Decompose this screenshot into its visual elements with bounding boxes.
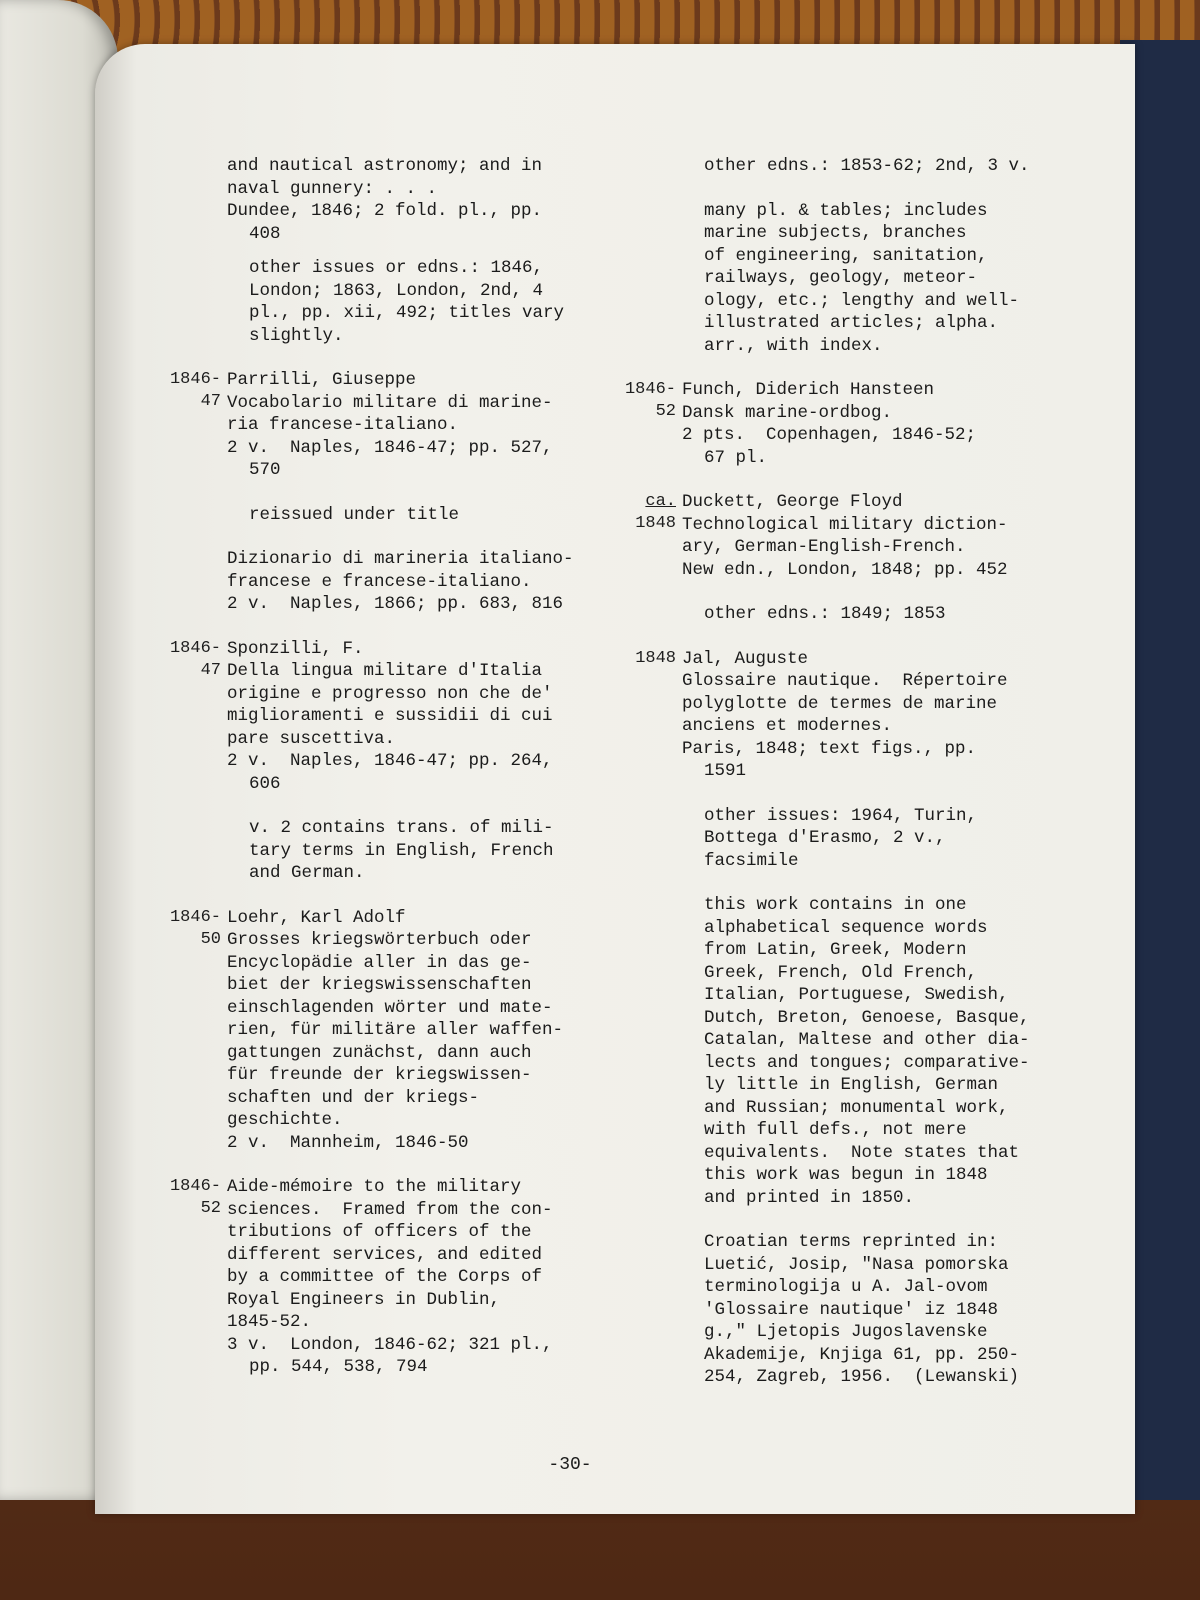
entry-year (620, 491, 676, 535)
text-line: Grosses kriegswörterbuch oder (227, 930, 532, 950)
text-line: pare suscettiva. (227, 728, 396, 749)
text-line: other issues or edns.: 1846, (249, 258, 544, 278)
page-number: -30- (548, 1455, 592, 1475)
text-line: Luetić, Josip, "Nasa pomorska (704, 1254, 1009, 1275)
text-line: ary, German-English-French. (682, 537, 966, 557)
text-line: 67 pl. (704, 447, 768, 468)
text-line: this work was begun in 1848 (704, 1165, 988, 1185)
text-line: other edns.: 1853-62; 2nd, 3 v. (704, 156, 1030, 176)
text-line: Dansk marine-ordbog. (682, 402, 893, 423)
text-line: terminologija u A. Jal-ovom (704, 1277, 988, 1297)
text-line: ly little in English, German (704, 1075, 999, 1095)
entry-sponzilli (165, 638, 605, 885)
entry-year-number: 1848 (635, 514, 676, 533)
text-line: Encyclopädie aller in das ge- (227, 952, 532, 973)
text-line: other issues: 1964, Turin, (704, 805, 978, 826)
text-line: 408 (249, 223, 281, 244)
text-line: from Latin, Greek, Modern (704, 940, 967, 960)
text-line: 2 v. Naples, 1846-47; pp. 264, (227, 751, 553, 771)
text-line: Glossaire nautique. Répertoire (682, 671, 1008, 691)
text-line: tributions of officers of the (227, 1222, 532, 1242)
text-line: by a committee of the Corps of (227, 1267, 543, 1287)
text-line: different services, and edited (227, 1244, 543, 1265)
entry-funch (620, 379, 1090, 469)
text-line: of engineering, sanitation, (704, 245, 988, 266)
text-line: 2 pts. Copenhagen, 1846-52; (682, 425, 977, 445)
text-line: naval gunnery: . . . (227, 178, 438, 199)
entry-aide-memoire (165, 1176, 605, 1379)
entry-year: 1846- 52 (169, 1177, 221, 1218)
text-line: and printed in 1850. (704, 1187, 915, 1208)
text-line: polyglotte de termes de marine (682, 693, 998, 714)
text-line: this work contains in one (704, 895, 967, 915)
text-line: Bottega d'Erasmo, 2 v., (704, 828, 946, 848)
text-line: geschichte. (227, 1110, 343, 1130)
entry-parrilli (165, 369, 605, 616)
entry-year: 1846- 47 (169, 370, 221, 411)
text-line: schaften und der kriegs- (227, 1087, 480, 1108)
text-line: origine e progresso non che de' (227, 683, 553, 704)
text-line: für freunde der kriegswissen- (227, 1065, 532, 1085)
text-line: Technological military diction- (682, 514, 1008, 535)
entry-year: 1846- 50 (169, 907, 221, 949)
text-line: ology, etc.; lengthy and well- (704, 290, 1020, 311)
text-line: Catalan, Maltese and other dia- (704, 1030, 1030, 1050)
text-line: Croatian terms reprinted in: (704, 1232, 999, 1252)
text-line: 1845-52. (227, 1312, 312, 1332)
text-line: Dizionario di marineria italiano- (227, 549, 574, 569)
text-line: 'Glossaire nautique' iz 1848 (704, 1299, 999, 1320)
text-line: Dundee, 1846; 2 fold. pl., pp. (227, 201, 543, 221)
text-line: francese e francese-italiano. (227, 571, 532, 592)
text-line: railways, geology, meteor- (704, 268, 978, 288)
text-line: illustrated articles; alpha. (704, 313, 999, 333)
text-line: Akademije, Knjiga 61, pp. 250- (704, 1344, 1020, 1365)
entry-year: 1846- 47 (169, 638, 221, 680)
text-line: Della lingua militare d'Italia (227, 661, 543, 681)
text-line: g.," Ljetopis Jugoslavenske (704, 1322, 988, 1342)
text-line: with full defs., not mere (704, 1120, 967, 1140)
text-line: 3 v. London, 1846-62; 321 pl., (227, 1334, 553, 1355)
text-line: biet der kriegswissenschaften (227, 975, 532, 995)
entry-duckett (620, 491, 1090, 626)
text-line: Paris, 1848; text figs., pp. (682, 738, 977, 759)
text-line: Dutch, Breton, Genoese, Basque, (704, 1007, 1030, 1028)
text-line: 2 v. Naples, 1866; pp. 683, 816 (227, 594, 564, 614)
text-line: Greek, French, Old French, (704, 962, 978, 983)
text-line: 254, Zagreb, 1956. (Lewanski) (704, 1367, 1020, 1387)
text-line: Sponzilli, F. (227, 638, 364, 659)
text-line: New edn., London, 1848; pp. 452 (682, 559, 1008, 580)
text-line: marine subjects, branches (704, 223, 967, 243)
text-line: Funch, Diderich Hansteen (682, 380, 935, 400)
text-line: rien, für militäre aller waffen- (227, 1020, 564, 1040)
entry-year: 1848 (635, 648, 676, 668)
text-line: 2 v. Naples, 1846-47; pp. 527, (227, 437, 553, 458)
text-line: Vocabolario militare di marine- (227, 392, 553, 413)
entry-year-circa: ca. (645, 492, 676, 511)
text-line: 570 (249, 460, 281, 480)
text-line: and German. (249, 863, 365, 883)
text-line: many pl. & tables; includes (704, 200, 988, 221)
entry-continued (165, 155, 605, 347)
entry-continued-right (620, 155, 1090, 357)
right-column (620, 155, 1090, 1389)
text-line: miglioramenti e sussidii di cui (227, 706, 553, 726)
text-line: London; 1863, London, 2nd, 4 (249, 280, 544, 301)
text-line: pl., pp. xii, 492; titles vary (249, 303, 565, 323)
text-line: and Russian; monumental work, (704, 1097, 1009, 1118)
text-line: gattungen zunächst, dann auch (227, 1042, 532, 1063)
text-line: 2 v. Mannheim, 1846-50 (227, 1132, 469, 1153)
text-line: Jal, Auguste (682, 648, 809, 669)
text-line: equivalents. Note states that (704, 1142, 1020, 1163)
text-line: Duckett, George Floyd (682, 492, 903, 512)
text-line: alphabetical sequence words (704, 917, 988, 938)
text-line: Loehr, Karl Adolf (227, 907, 406, 928)
text-line: ria francese-italiano. (227, 415, 459, 435)
entry-loehr (165, 907, 605, 1155)
text-line: v. 2 contains trans. of mili- (249, 818, 554, 838)
text-line: Royal Engineers in Dublin, (227, 1289, 501, 1310)
text-line: Parrilli, Giuseppe (227, 370, 417, 390)
text-line: lects and tongues; comparative- (704, 1052, 1030, 1073)
text-line: tary terms in English, French (249, 840, 554, 861)
entry-year: 1846- 52 (624, 380, 676, 421)
text-line: anciens et modernes. (682, 716, 893, 736)
text-line: arr., with index. (704, 335, 883, 356)
text-line: 606 (249, 773, 281, 794)
text-line: slightly. (249, 325, 344, 346)
text-line: Italian, Portuguese, Swedish, (704, 985, 1009, 1005)
text-line: and nautical astronomy; and in (227, 156, 543, 176)
text-line: reissued under title (249, 504, 460, 525)
text-line: sciences. Framed from the con- (227, 1199, 553, 1220)
text-line: Aide-mémoire to the military (227, 1177, 522, 1197)
text-line: einschlagenden wörter und mate- (227, 997, 553, 1018)
text-line: other edns.: 1849; 1853 (704, 604, 946, 624)
text-line: facsimile (704, 850, 799, 871)
text-line: pp. 544, 538, 794 (249, 1357, 428, 1377)
entry-jal (620, 648, 1090, 1389)
left-column (165, 155, 605, 1379)
text-line: 1591 (704, 761, 747, 781)
